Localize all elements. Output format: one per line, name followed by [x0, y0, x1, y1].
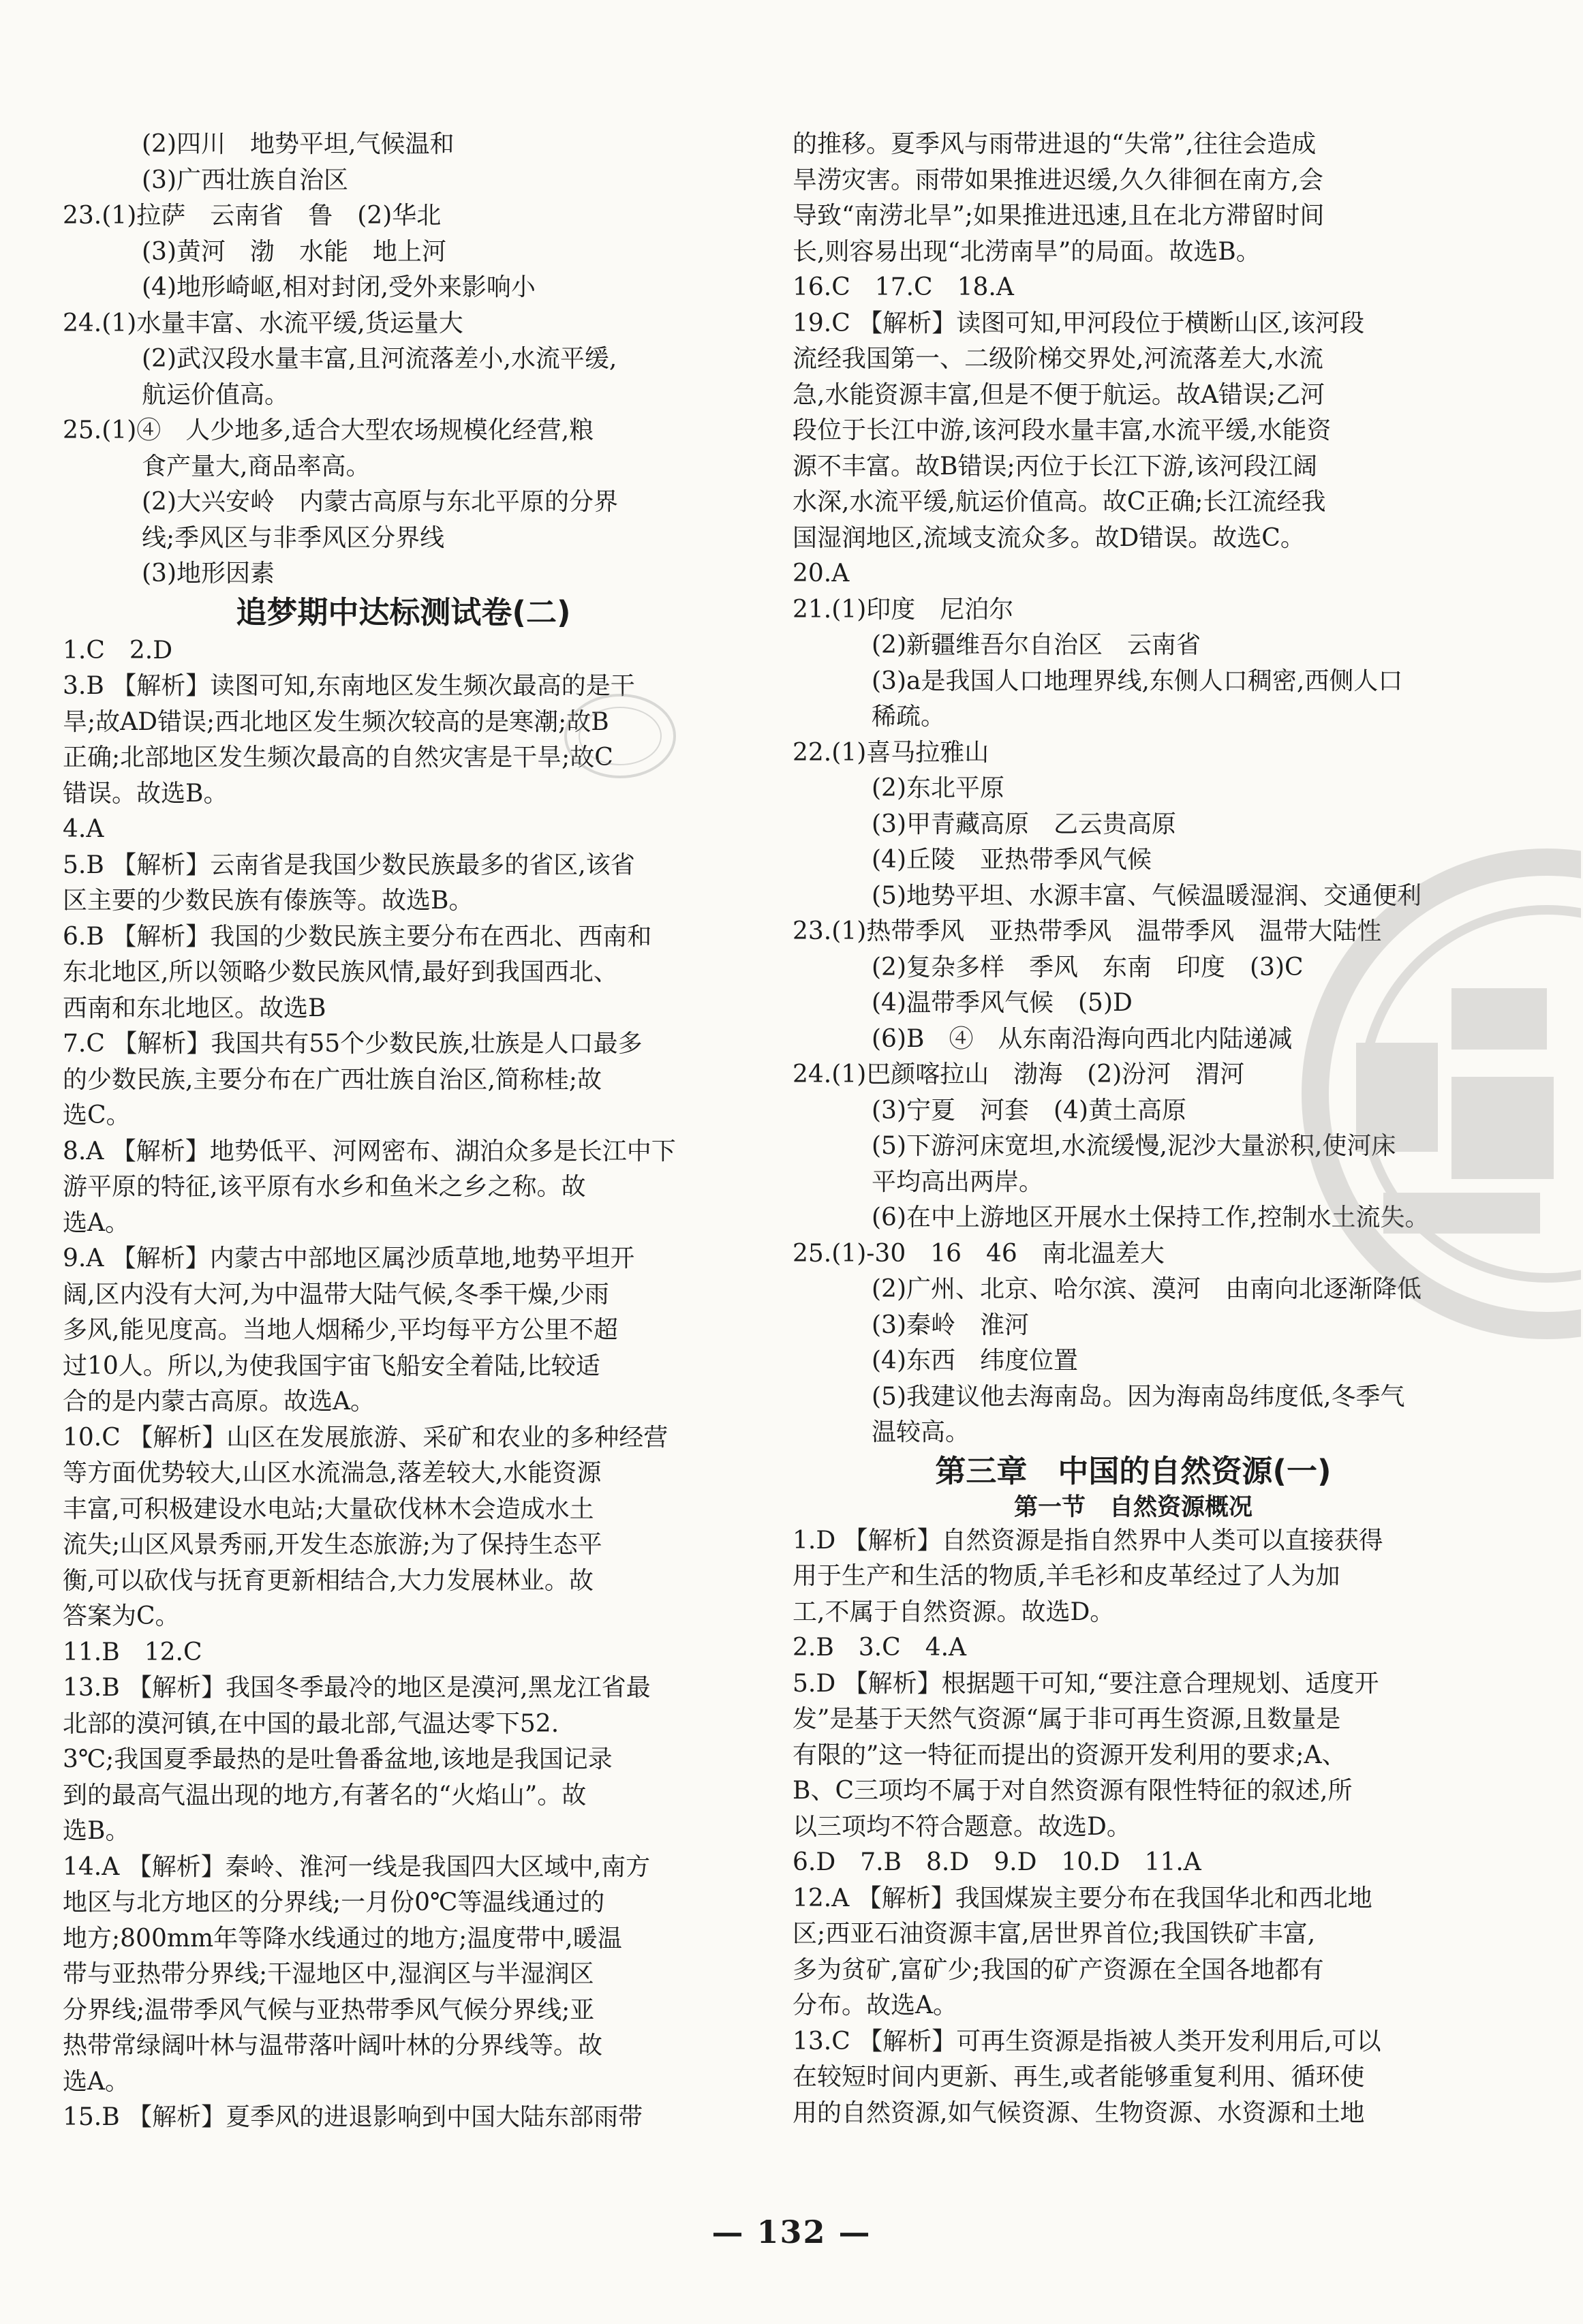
right-text-line: 16.C 17.C 18.A [793, 273, 1014, 301]
right-text-line: 急,水能资源丰富,但是不便于航运。故A错误;乙河 [793, 380, 1325, 409]
watermark-seal-icon [1227, 838, 1581, 1349]
left-text-line: 热带常绿阔叶林与温带落叶阔叶林的分界线等。故 [63, 2032, 603, 2060]
left-text-line: 阔,区内没有大河,为中温带大陆气候,冬季干燥,少雨 [63, 1280, 609, 1309]
left-text-line: 9.A 【解析】内蒙古中部地区属沙质草地,地势平坦开 [63, 1244, 635, 1272]
right-text-line: 在较短时间内更新、再生,或者能够重复利用、循环使 [793, 2063, 1365, 2091]
right-text-line: (4)丘陵 亚热带季风气候 [872, 846, 1152, 874]
left-text-line: 地方;800mm年等降水线通过的地方;温度带中,暖温 [63, 1924, 622, 1953]
right-text-line: 水深,水流平缓,航运价值高。故C正确;长江流经我 [793, 488, 1326, 516]
left-text-line: 3℃;我国夏季最热的是吐鲁番盆地,该地是我国记录 [63, 1745, 613, 1773]
left-text-line: 西南和东北地区。故选B [63, 994, 326, 1022]
right-text-line: 用于生产和生活的物质,羊毛衫和皮革经过了人为加 [793, 1562, 1340, 1590]
right-text-line: (4)温带季风气候 (5)D [872, 989, 1133, 1017]
left-text-line: 地区与北方地区的分界线;一月份0℃等温线通过的 [63, 1889, 605, 1916]
right-text-line: (3)宁夏 河套 (4)黄土高原 [872, 1096, 1186, 1125]
right-section-heading: 第三章 中国的自然资源(一) [935, 1452, 1332, 1489]
right-text-line: 源不丰富。故B错误;丙位于长江下游,该河段江阔 [793, 452, 1318, 480]
left-text-line: 合的是内蒙古高原。故选A。 [63, 1388, 375, 1416]
right-text-line: (2)广州、北京、哈尔滨、漠河 由南向北逐渐降低 [872, 1275, 1421, 1303]
left-text-line: 答案为C。 [63, 1602, 180, 1630]
right-text-line: 段位于长江中游,该河段水量丰富,水流平缓,水能资 [793, 416, 1332, 444]
right-text-line: B、C三项均不属于对自然资源有限性特征的叙述,所 [793, 1777, 1353, 1805]
faint-stamp-icon [559, 688, 681, 784]
left-text-line: 的少数民族,主要分布在广西壮族自治区,简称桂;故 [63, 1065, 602, 1094]
right-text-line: 分布。故选A。 [793, 1991, 957, 2019]
right-text-line: 23.(1)热带季风 亚热带季风 温带季风 温带大陆性 [793, 917, 1382, 945]
right-text-line: 1.D 【解析】自然资源是指自然界中人类可以直接获得 [793, 1526, 1383, 1555]
left-text-line: 航运价值高。 [142, 380, 290, 409]
left-text-line: 游平原的特征,该平原有水乡和鱼米之乡之称。故 [63, 1173, 586, 1201]
left-text-line: 选A。 [63, 2067, 129, 2096]
right-text-line: 的推移。夏季风与雨带进退的“失常”,往往会造成 [793, 130, 1317, 158]
right-text-line: 区;西亚石油资源丰富,居世界首位;我国铁矿丰富, [793, 1920, 1316, 1948]
left-text-line: (3)广西壮族自治区 [142, 166, 348, 194]
right-text-line: 国湿润地区,流域支流众多。故D错误。故选C。 [793, 523, 1305, 552]
right-text-line: 24.(1)巴颜喀拉山 渤海 (2)汾河 渭河 [793, 1060, 1245, 1088]
left-text-line: 丰富,可积极建设水电站;大量砍伐林木会造成水土 [63, 1495, 594, 1523]
left-text-line: 14.A 【解析】秦岭、淮河一线是我国四大区域中,南方 [63, 1852, 651, 1881]
left-text-line: 北部的漠河镇,在中国的最北部,气温达零下52. [63, 1709, 559, 1738]
left-text-line: (3)地形因素 [142, 560, 275, 587]
right-text-line: 12.A 【解析】我国煤炭主要分布在我国华北和西北地 [793, 1884, 1372, 1912]
right-text-line: (2)复杂多样 季风 东南 印度 (3)C [872, 953, 1304, 981]
left-text-line: 11.B 12.C [63, 1638, 202, 1666]
right-text-line: 22.(1)喜马拉雅山 [793, 738, 989, 767]
left-text-line: 3.B 【解析】读图可知,东南地区发生频次最高的是干 [63, 672, 635, 700]
right-text-line: (5)地势平坦、水源丰富、气候温暖湿润、交通便利 [872, 881, 1421, 910]
left-text-line: (2)武汉段水量丰富,且河流落差小,水流平缓, [142, 345, 617, 373]
left-text-line: 选A。 [63, 1208, 129, 1237]
right-text-line: 19.C 【解析】读图可知,甲河段位于横断山区,该河段 [793, 309, 1365, 337]
left-text-line: (3)黄河 渤 水能 地上河 [142, 237, 446, 266]
left-text-line: 5.B 【解析】云南省是我国少数民族最多的省区,该省 [63, 851, 635, 879]
right-text-line: 25.(1)-30 16 46 南北温差大 [793, 1239, 1165, 1268]
left-text-line: 过10人。所以,为使我国宇宙飞船安全着陆,比较适 [63, 1351, 600, 1380]
right-text-line: (2)东北平原 [872, 774, 1004, 802]
right-text-line: (6)B ④ 从东南沿海向西北内陆递减 [872, 1024, 1293, 1053]
left-text-line: 8.A 【解析】地势低平、河网密布、湖泊众多是长江中下 [63, 1137, 676, 1165]
right-text-line: 6.D 7.B 8.D 9.D 10.D 11.A [793, 1848, 1201, 1876]
left-text-line: 6.B 【解析】我国的少数民族主要分布在西北、西南和 [63, 922, 652, 951]
right-text-line: 2.B 3.C 4.A [793, 1634, 967, 1662]
right-text-line: 有限的”这一特征而提出的资源开发利用的要求;A、 [793, 1741, 1347, 1769]
right-text-line: 温较高。 [872, 1418, 970, 1446]
left-text-line: 24.(1)水量丰富、水流平缓,货运量大 [63, 309, 463, 337]
left-text-line: 13.B 【解析】我国冬季最冷的地区是漠河,黑龙江省最 [63, 1674, 651, 1702]
right-text-line: (5)我建议他去海南岛。因为海南岛纬度低,冬季气 [872, 1382, 1405, 1411]
left-text-line: 4.A [63, 815, 104, 843]
left-text-line: 正确;北部地区发生频次最高的自然灾害是干旱;故C [63, 744, 613, 771]
left-text-line: 25.(1)④ 人少地多,适合大型农场规模化经营,粮 [63, 416, 594, 444]
right-text-line: 发”是基于天然气资源“属于非可再生资源,且数量是 [793, 1705, 1341, 1733]
left-text-line: 10.C 【解析】山区在发展旅游、采矿和农业的多种经营 [63, 1423, 668, 1452]
right-text-line: 长,则容易出现“北涝南旱”的局面。故选B。 [793, 237, 1261, 266]
right-text-line: 多为贫矿,富矿少;我国的矿产资源在全国各地都有 [793, 1955, 1324, 1984]
right-text-line: 5.D 【解析】根据题干可知,“要注意合理规划、适度开 [793, 1669, 1379, 1698]
left-text-line: 1.C 2.D [63, 636, 173, 664]
right-text-line: 20.A [793, 560, 850, 587]
right-text-line: 流经我国第一、二级阶梯交界处,河流落差大,水流 [793, 345, 1323, 373]
left-text-line: 带与亚热带分界线;干湿地区中,湿润区与半湿润区 [63, 1960, 594, 1988]
right-text-line: 以三项均不符合题意。故选D。 [793, 1812, 1131, 1841]
left-text-line: 区主要的少数民族有傣族等。故选B。 [63, 887, 474, 915]
right-text-line: 旱涝灾害。雨带如果推进迟缓,久久徘徊在南方,会 [793, 166, 1323, 194]
left-text-line: 旱;故AD错误;西北地区发生频次较高的是寒潮;故B [63, 707, 609, 736]
right-text-line: (6)在中上游地区开展水土保持工作,控制水土流失。 [872, 1204, 1430, 1232]
right-text-line: (3)a是我国人口地理界线,东侧人口稠密,西侧人口 [872, 667, 1403, 695]
left-text-line: 选B。 [63, 1817, 130, 1845]
right-text-line: (5)下游河床宽坦,水流缓慢,泥沙大量淤积,使河床 [872, 1132, 1396, 1160]
right-text-line: 导致“南涝北旱”;如果推进迅速,且在北方滞留时间 [793, 202, 1325, 230]
left-text-line: 多风,能见度高。当地人烟稀少,平均每平方公里不超 [63, 1316, 618, 1344]
left-text-line: 到的最高气温出现的地方,有著名的“火焰山”。故 [63, 1781, 587, 1809]
left-column [63, 127, 744, 2136]
left-text-line: 衡,可以砍伐与抚育更新相结合,大力发展林业。故 [63, 1566, 594, 1595]
page-number: — 132 — [711, 2214, 872, 2250]
right-text-line: (2)新疆维吾尔自治区 云南省 [872, 631, 1201, 659]
left-text-line: (2)四川 地势平坦,气候温和 [142, 130, 455, 158]
right-text-line: (3)甲青藏高原 乙云贵高原 [872, 810, 1176, 838]
left-text-line: 错误。故选B。 [63, 779, 228, 808]
left-text-line: 23.(1)拉萨 云南省 鲁 (2)华北 [63, 202, 442, 230]
right-subsection-heading: 第一节 自然资源概况 [1013, 1493, 1252, 1521]
right-text-line: 稀疏。 [872, 703, 946, 731]
left-text-line: (2)大兴安岭 内蒙古高原与东北平原的分界 [142, 488, 618, 516]
right-text-line: 工,不属于自然资源。故选D。 [793, 1597, 1115, 1626]
right-text-line: (3)秦岭 淮河 [872, 1311, 1029, 1339]
right-text-line: 用的自然资源,如气候资源、生物资源、水资源和土地 [793, 2098, 1365, 2127]
left-section-heading: 追梦期中达标测试卷(二) [236, 594, 571, 630]
right-text-line: 13.C 【解析】可再生资源是指被人类开发利用后,可以 [793, 2027, 1381, 2055]
left-text-line: 东北地区,所以领略少数民族风情,最好到我国西北、 [63, 958, 618, 986]
right-text-line: (4)东西 纬度位置 [872, 1347, 1078, 1375]
left-text-line: 15.B 【解析】夏季风的进退影响到中国大陆东部雨带 [63, 2103, 643, 2131]
right-text-line: 平均高出两岸。 [872, 1167, 1044, 1196]
left-text-line: 线;季风区与非季风区分界线 [142, 523, 445, 552]
left-text-line: 选C。 [63, 1101, 131, 1129]
right-text-line: 21.(1)印度 尼泊尔 [793, 595, 1014, 624]
left-text-line: 流失;山区风景秀丽,开发生态旅游;为了保持生态平 [63, 1531, 602, 1559]
left-text-line: 分界线;温带季风气候与亚热带季风气候分界线;亚 [63, 1996, 595, 2024]
left-text-line: 食产量大,商品率高。 [142, 452, 371, 480]
left-text-line: (4)地形崎岖,相对封闭,受外来影响小 [142, 273, 536, 301]
left-text-line: 7.C 【解析】我国共有55个少数民族,壮族是人口最多 [63, 1030, 643, 1058]
left-text-line: 等方面优势较大,山区水流湍急,落差较大,水能资源 [63, 1459, 602, 1487]
